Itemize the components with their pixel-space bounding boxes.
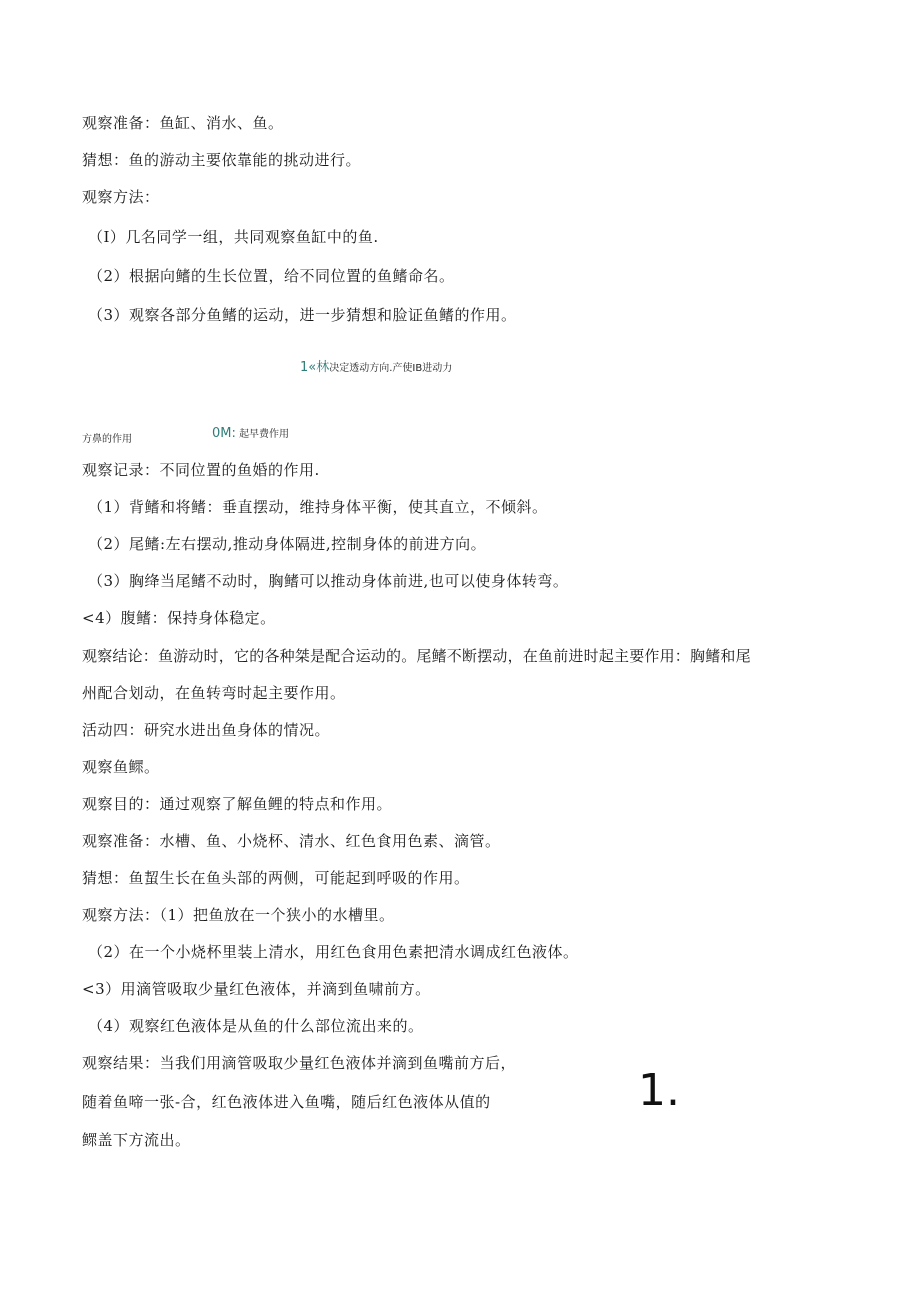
text-line: （2）尾鳍:左右摆动,推动身体隔进,控制身体的前进方向。	[88, 535, 487, 553]
text-line: 观察目的：通过观察了解鱼鲤的特点和作用。	[82, 795, 393, 813]
figure-caption	[300, 356, 452, 375]
text-line: （1）背鳍和将鳍：垂直摆动，维持身体平衡，使其直立，不倾斜。	[88, 498, 548, 516]
text-line: 猜想：鱼蛪生长在鱼头部的两侧，可能起到呼吸的作用。	[82, 869, 470, 887]
figure-caption-text: 起早费作用	[239, 429, 290, 440]
figure-caption-number: 0M:	[212, 426, 236, 441]
text-line: （3）观察各部分鱼鳍的运动，进一步猜想和脸证鱼鳍的作用。	[88, 306, 517, 324]
text-line: 观察结果：当我们用滴管吸取少量红色液体并滴到鱼嘴前方后，	[82, 1054, 517, 1072]
text-line: 猜想：鱼的游动主要依靠能的挑动进行。	[82, 151, 362, 169]
text-line: 观察准备：水槽、鱼、小烧杯、清水、红色食用色素、滴管。	[82, 832, 501, 850]
figure-caption: 方鼻的作用	[82, 434, 132, 445]
text-line: （4）观察红色液体是从鱼的什么部位流出来的。	[88, 1017, 424, 1035]
text-line: 观察结论：鱼游动时，它的各种桀是配合运动的。尾鳍不断摆动，在鱼前进时起主要作用：胸鳍和尾	[82, 647, 751, 665]
text-line: 观察记录：不同位置的鱼婚的作用.	[82, 461, 320, 479]
text-line: （2）根据向鳍的生长位置，给不同位置的鱼鳍命名。	[88, 267, 455, 285]
text-line: （I）几名同学一组，共同观察鱼缸中的鱼.	[88, 228, 379, 246]
text-line: 观察鱼鳏。	[82, 758, 160, 776]
text-line: 鳏盖下方流出。	[82, 1131, 191, 1149]
text-line: 观察方法：（1）把鱼放在一个狭小的水槽里。	[82, 906, 395, 924]
text-line: <4）腹鳍：保持身体稳定。	[82, 609, 276, 627]
text-line: （3）胸绛当尾鳍不动时，胸鳍可以推动身体前进,也可以使身体转弯。	[88, 572, 569, 590]
text-line: （2）在一个小烧杯里装上清水，用红色食用色素把清水调成红色液体。	[88, 943, 579, 961]
text-line: 观察方法：	[82, 188, 160, 206]
text-line: 随着鱼啼一张-合，红色液体进入鱼嘴，随后红色液体从值的	[82, 1093, 491, 1111]
figure-caption-number: 1«林	[300, 360, 330, 375]
page-number: 1.	[638, 1065, 680, 1116]
figure-caption-text: 决定透动方向.产使IB进动力	[329, 363, 453, 374]
text-line: 州配合划动，在鱼转弯时起主要作用。	[82, 684, 346, 702]
text-line: 活动四：研究水进出鱼身体的情况。	[82, 721, 331, 739]
text-line: <3）用滴管吸取少量红色液体，并滴到鱼啸前方。	[82, 980, 431, 998]
text-line: 观察准备：鱼缸、消水、鱼。	[82, 114, 284, 132]
figure-caption	[212, 425, 289, 441]
